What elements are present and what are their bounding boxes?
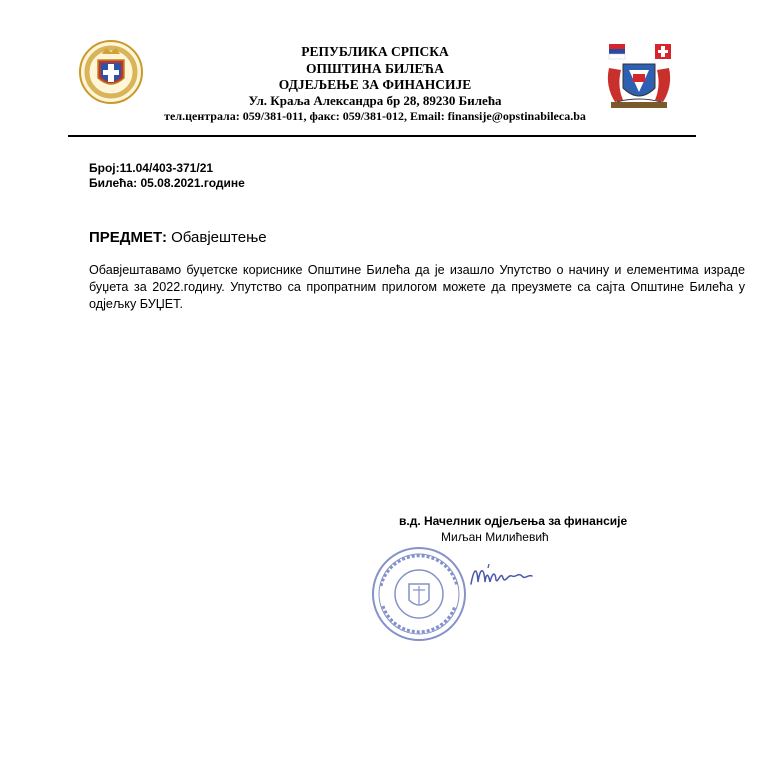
document-place-date: Билећа: 05.08.2021.године [89,176,245,190]
letterhead-contacts: тел.централа: 059/381-011, факс: 059/381-012, Email: finansije@opstinabileca.ba [164,109,586,123]
document-number: Број:11.04/403-371/21 [89,161,214,175]
signatory-name: Миљан Милићевић [441,530,549,544]
letterhead-department: ОДЈЕЉЕЊЕ ЗА ФИНАНСИЈЕ [278,77,472,92]
official-round-stamp-icon [369,544,469,644]
handwritten-signature-icon [468,560,540,590]
subject-label: ПРЕДМЕТ: [89,229,167,246]
letterhead-republic: РЕПУБЛИКА СРПСКА [301,44,449,59]
letterhead-municipality: ОПШТИНА БИЛЕЋА [306,61,444,76]
republika-srpska-seal-icon [78,36,144,106]
bileca-coat-of-arms-icon [603,40,675,112]
subject-line [89,229,267,246]
letterhead-address: Ул. Краља Александра бр 28, 89230 Билећа [248,93,502,108]
letterhead-divider [68,135,696,137]
subject-text: Обавјештење [171,229,267,246]
body-paragraph: Обавјештавамо буџетске кориснике Општине Билећа да је изашло Упутство о начину и елементима израде буџета за 2022.годину. Упутство са пропратним прилогом можете да преузмете са сајта Општине Билећа у одјељку БУЏЕТ. [89,263,745,311]
signatory-title: в.д. Начелник одјељења за финансије [399,514,628,528]
